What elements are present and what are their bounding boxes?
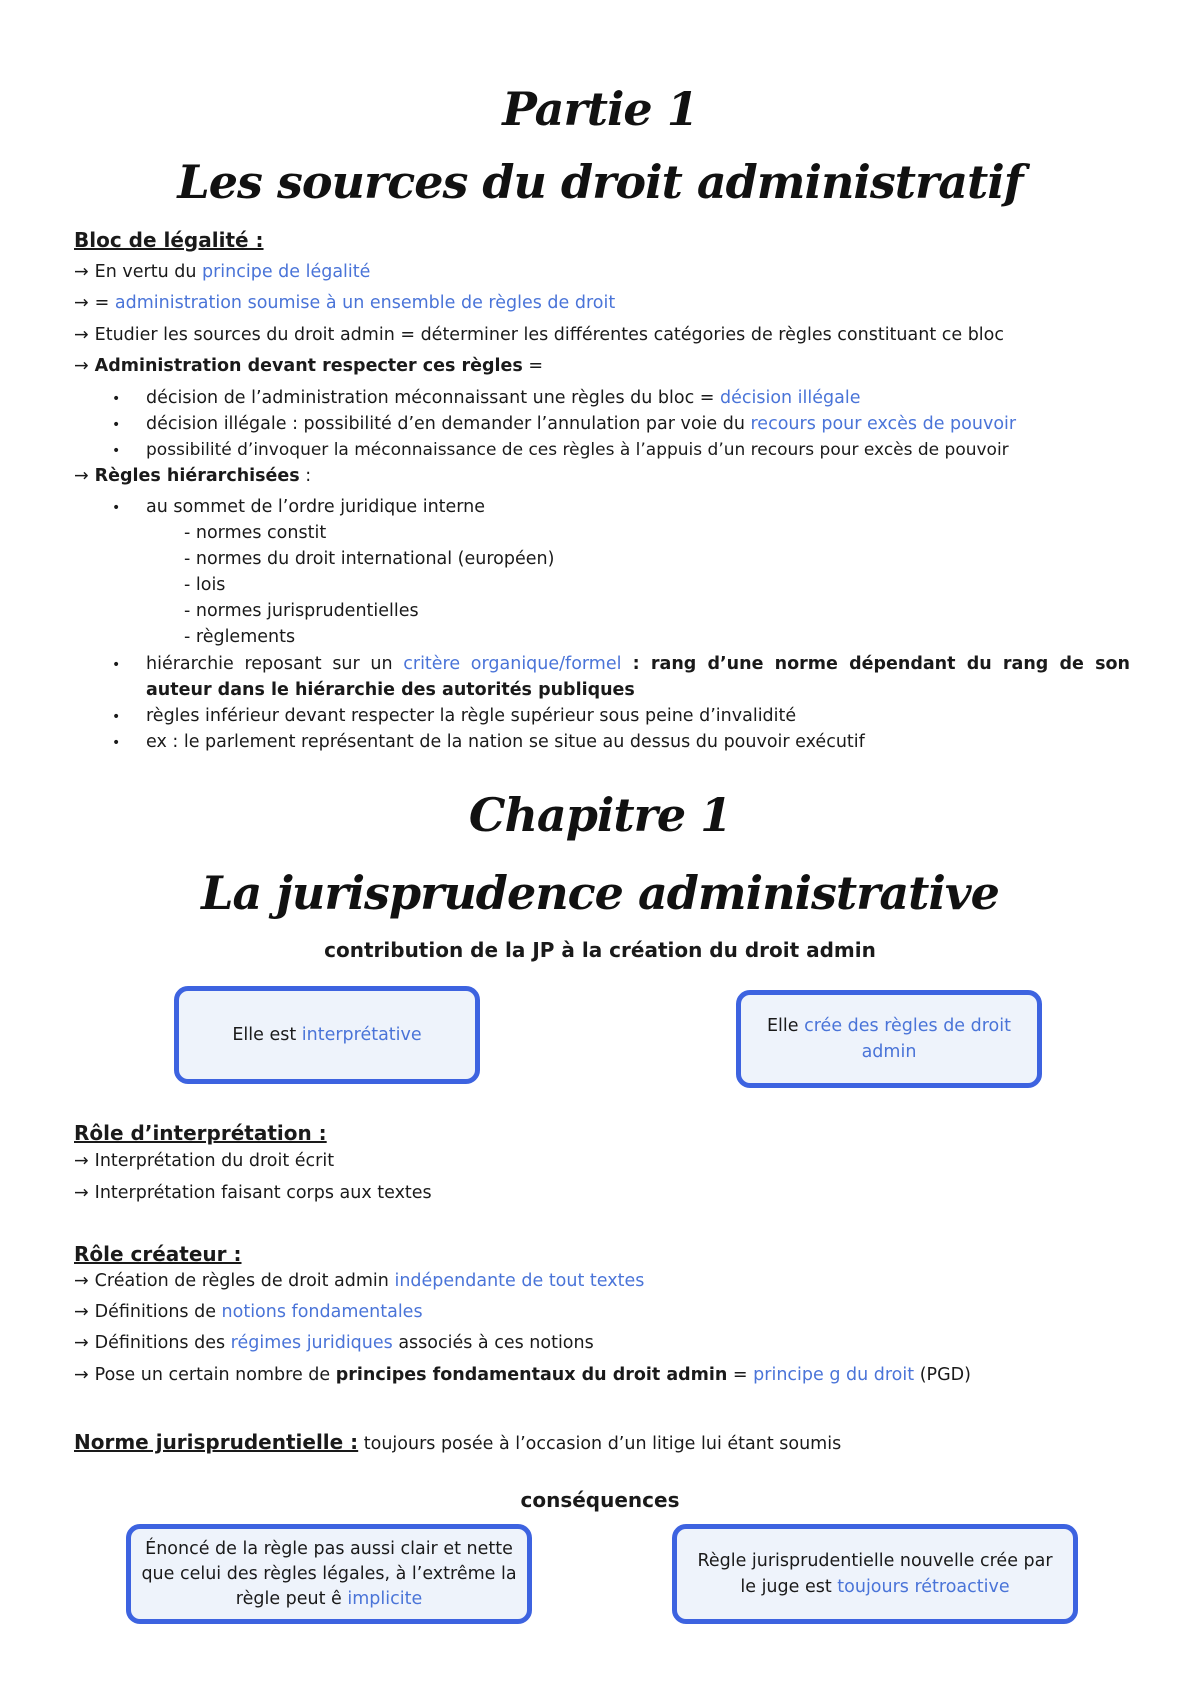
hier-sub-1: - normes constit (184, 523, 327, 543)
norme-line: Norme jurisprudentielle : toujours posée à l’occasion d’un litige lui étant soumis (74, 1430, 842, 1454)
box-retroactive: Règle jurisprudentielle nouvelle crée par le juge est toujours rétroactive (672, 1524, 1078, 1624)
bullet-icon: • (112, 709, 121, 725)
part-subtitle: Les sources du droit administratif (177, 155, 1023, 209)
arrow-icon: → (74, 356, 89, 376)
hier-sub-4: - normes jurisprudentielles (184, 601, 419, 621)
hier-bullet-1: au sommet de l’ordre juridique interne (146, 497, 486, 517)
bloc-heading: Bloc de légalité : (74, 228, 264, 252)
chapter-subtitle: La jurisprudence administrative (201, 866, 999, 920)
box-createur: Elle crée des règles de droit admin (736, 990, 1042, 1088)
arrow-icon: → (74, 1271, 89, 1291)
createur-heading: Rôle créateur : (74, 1242, 242, 1266)
hier-bullet-3: règles inférieur devant respecter la règle supérieur sous peine d’invalidité (146, 706, 797, 726)
interp-line-1: → Interprétation du droit écrit (74, 1151, 335, 1171)
chapter-title: Chapitre 1 (468, 788, 732, 842)
bloc-line-2: → = administration soumise à un ensemble de règles de droit (74, 293, 616, 313)
arrow-icon: → (74, 1333, 89, 1353)
bloc-line-4: → Administration devant respecter ces règles = (74, 356, 544, 376)
arrow-icon: → (74, 325, 89, 345)
bloc-bullet-2: décision illégale : possibilité d’en demander l’annulation par voie du recours pour excès de pouvoir (146, 414, 1017, 434)
createur-line-2: → Définitions de notions fondamentales (74, 1302, 423, 1322)
bullet-icon: • (112, 735, 121, 751)
hier-sub-3: - lois (184, 575, 226, 595)
hier-sub-2: - normes du droit international (européen) (184, 549, 555, 569)
arrow-icon: → (74, 262, 89, 282)
createur-line-4: → Pose un certain nombre de principes fondamentaux du droit admin = principe g du droit (PGD) (74, 1365, 971, 1385)
hier-bullet-2: hiérarchie reposant sur un critère organique/formel : rang d’une norme dépendant du rang de son auteur dans le hiérarchie des autorités publiques (146, 654, 1130, 700)
interp-heading: Rôle d’interprétation : (74, 1121, 327, 1145)
bullet-icon: • (112, 417, 121, 433)
bloc-bullet-3: possibilité d’invoquer la méconnaissance de ces règles à l’appuis d’un recours pour excès de pouvoir (146, 440, 1009, 460)
arrow-icon: → (74, 1151, 89, 1171)
arrow-icon: → (74, 1302, 89, 1322)
interp-line-2: → Interprétation faisant corps aux textes (74, 1183, 432, 1203)
box-interpretative: Elle est interprétative (174, 986, 480, 1084)
arrow-icon: → (74, 1365, 89, 1385)
hier-sub-5: - règlements (184, 627, 296, 647)
bloc-bullet-1: décision de l’administration méconnaissant une règles du bloc = décision illégale (146, 388, 861, 408)
arrow-icon: → (74, 1183, 89, 1203)
consequences-heading: conséquences (520, 1488, 680, 1512)
bloc-line-5: → Règles hiérarchisées : (74, 466, 312, 486)
bloc-line-3: → Etudier les sources du droit admin = déterminer les différentes catégories de règles constituant ce bloc (74, 325, 1004, 345)
bullet-icon: • (112, 391, 121, 407)
bullet-icon: • (112, 657, 121, 673)
bloc-line-1: → En vertu du principe de légalité (74, 262, 371, 282)
bullet-icon: • (112, 500, 121, 516)
arrow-icon: → (74, 466, 89, 486)
createur-line-1: → Création de règles de droit admin indépendante de tout textes (74, 1271, 645, 1291)
part-title: Partie 1 (502, 82, 698, 136)
createur-line-3: → Définitions des régimes juridiques associés à ces notions (74, 1333, 594, 1353)
arrow-icon: → (74, 293, 89, 313)
chapter-caption: contribution de la JP à la création du droit admin (324, 938, 876, 962)
box-implicite: Énoncé de la règle pas aussi clair et nette que celui des règles légales, à l’extrême la règle peut ê implicite (126, 1524, 532, 1624)
hier-bullet-4: ex : le parlement représentant de la nation se situe au dessus du pouvoir exécutif (146, 732, 865, 752)
bullet-icon: • (112, 443, 121, 459)
